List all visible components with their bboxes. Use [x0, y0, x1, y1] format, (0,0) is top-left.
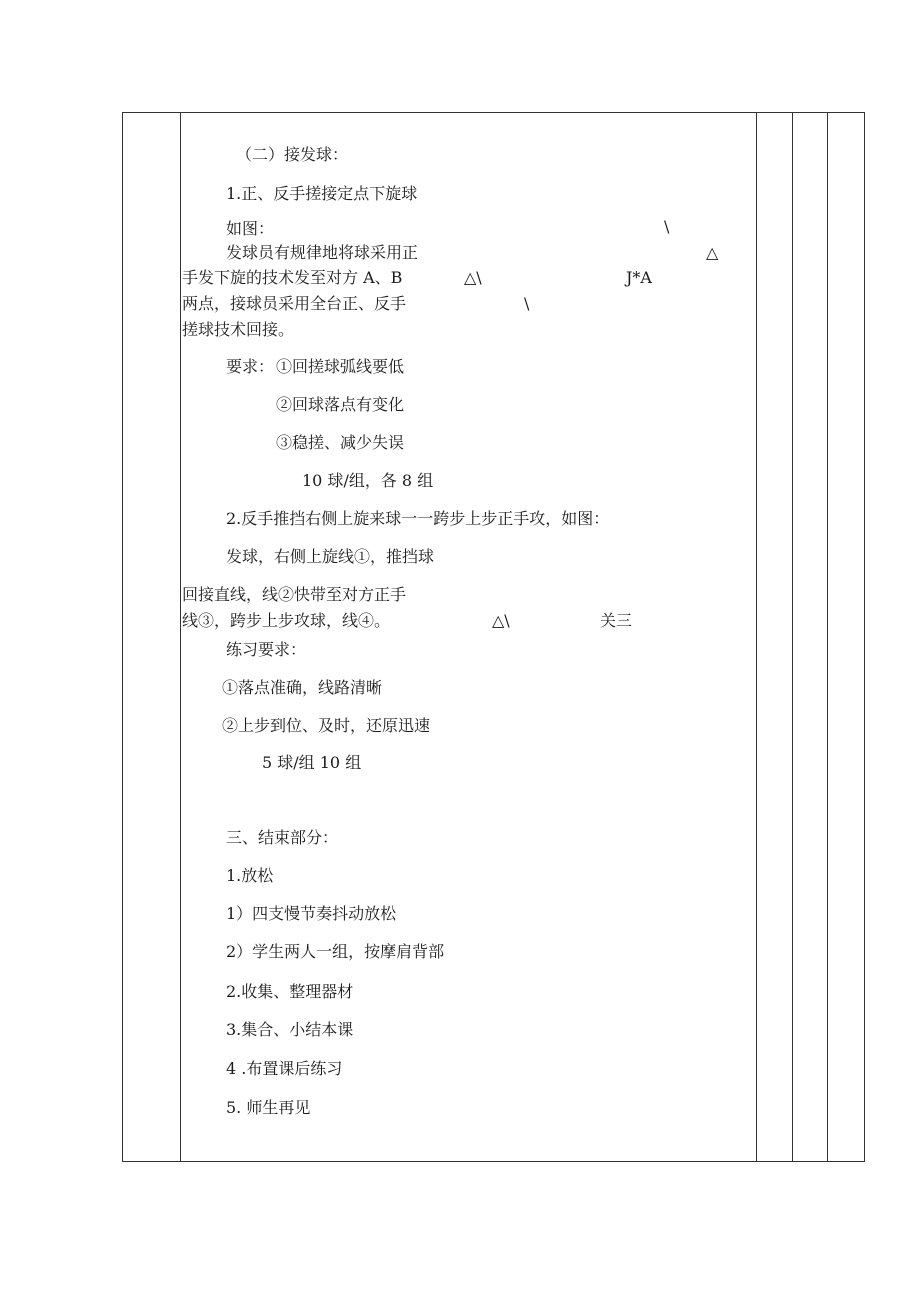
closing-item: 1.放松 — [226, 866, 274, 885]
diagram-mark: △ — [706, 243, 719, 262]
column-divider — [756, 112, 757, 1161]
drill-title: 1.正、反手搓接定点下旋球 — [226, 184, 418, 203]
figure-label: 如图： — [226, 219, 275, 238]
column-divider — [792, 112, 793, 1161]
drill-description-line: 搓球技术回接。 — [182, 320, 295, 339]
section-heading: 三、结束部分： — [226, 828, 339, 847]
diagram-mark: 关三 — [600, 611, 633, 630]
diagram-mark: J*A — [626, 268, 652, 287]
drill-description-line: 发球员有规律地将球采用正 — [226, 243, 419, 262]
closing-item: 2）学生两人一组，按摩肩背部 — [226, 942, 445, 961]
requirements-label: 练习要求： — [226, 640, 307, 659]
drill-description-line: 两点，接球员采用全台正、反手 — [182, 294, 407, 313]
drill-description-line: 发球，右侧上旋线①，推挡球 — [226, 547, 435, 566]
column-divider — [827, 112, 828, 1161]
diagram-mark: △\ — [492, 611, 510, 630]
requirement-item: ②上步到位、及时，还原迅速 — [222, 716, 431, 735]
diagram-mark: \ — [524, 294, 530, 313]
drill-title: 2.反手推挡右侧上旋来球一一跨步上步正手攻，如图： — [226, 509, 610, 528]
requirement-item: ③稳搓、减少失误 — [276, 433, 405, 452]
requirement-item: ②回球落点有变化 — [276, 395, 405, 414]
requirements-label: 要求： — [226, 357, 275, 376]
requirement-item: ①落点准确，线路清晰 — [222, 678, 383, 697]
drill-volume: 5 球/组 10 组 — [262, 753, 362, 772]
closing-item: 2.收集、整理器材 — [226, 982, 354, 1001]
closing-item: 1）四支慢节奏抖动放松 — [226, 904, 397, 923]
closing-item: 5. 师生再见 — [226, 1098, 311, 1117]
requirement-item: ①回搓球弧线要低 — [276, 357, 405, 376]
drill-description-line: 线③，跨步上步攻球，线④。 — [182, 611, 391, 630]
section-heading: （二）接发球： — [236, 145, 349, 164]
drill-volume: 10 球/组，各 8 组 — [302, 471, 434, 490]
closing-item: 4 .布置课后练习 — [226, 1059, 343, 1078]
column-divider — [180, 112, 181, 1161]
drill-description-line: 回接直线，线②快带至对方正手 — [182, 585, 407, 604]
diagram-mark: △\ — [464, 268, 482, 287]
drill-description-line: 手发下旋的技术发至对方 A、B — [182, 268, 403, 287]
closing-item: 3.集合、小结本课 — [226, 1020, 354, 1039]
diagram-mark: \ — [664, 217, 670, 236]
